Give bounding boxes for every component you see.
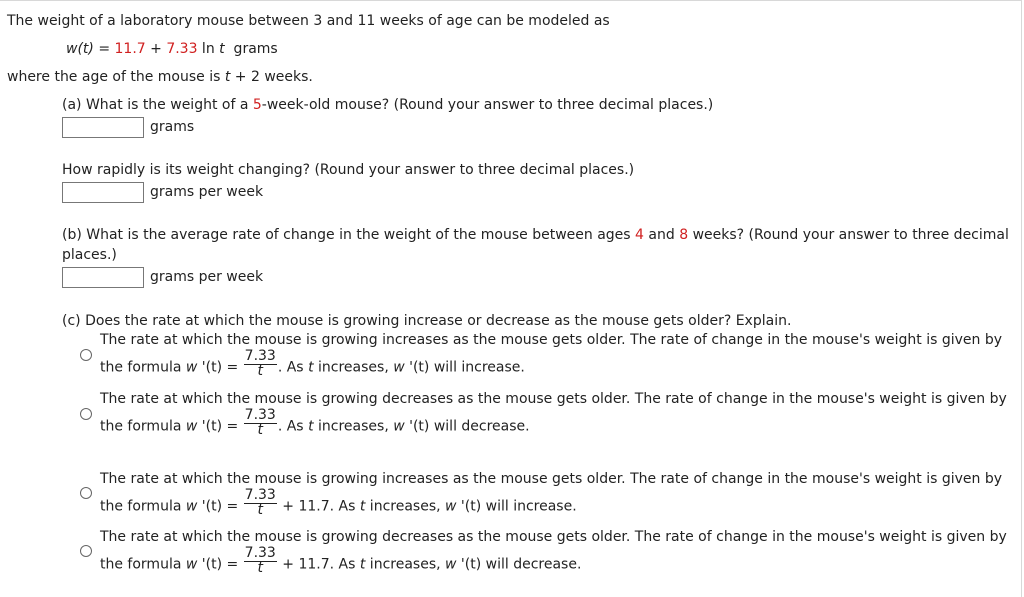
avg-rate-answer-input[interactable] xyxy=(62,267,144,288)
part-b-and: and xyxy=(643,227,680,243)
option-1-w: w xyxy=(185,359,198,376)
option-3-mid: increases, xyxy=(365,498,446,515)
option-2-line1: The rate at which the mouse is growing decreases as the mouse gets older. The rate of change in the mouse's weight is given by xyxy=(100,391,1007,407)
option-1-paren: '(t) = xyxy=(197,359,243,376)
part-b-question-cont: places.) xyxy=(62,247,117,263)
formula-unit: grams xyxy=(224,41,278,57)
option-4-mid: increases, xyxy=(365,556,446,573)
formula-plus: + xyxy=(145,41,167,57)
option-3-t: t xyxy=(359,498,366,515)
option-3-line1: The rate at which the mouse is growing increases as the mouse gets older. The rate of change in the mouse's weight is given by xyxy=(100,471,1003,487)
option-1-t: t xyxy=(308,359,314,376)
option-3-radio[interactable] xyxy=(80,487,92,499)
option-4-paren: '(t) = xyxy=(197,556,243,573)
age-def-var: t xyxy=(224,69,231,85)
option-4-line2 xyxy=(100,545,582,579)
option-2-paren: '(t) = xyxy=(197,418,243,435)
option-3-pre: the formula xyxy=(100,498,186,515)
rate-unit-label: grams per week xyxy=(150,184,264,200)
option-3-fraction xyxy=(244,488,277,517)
option-4-w2: w xyxy=(445,556,457,573)
option-2-den: t xyxy=(257,422,263,438)
option-3-w2: w xyxy=(445,498,457,515)
part-a-rate-question: How rapidly is its weight changing? (Round your answer to three decimal places.) xyxy=(62,162,635,178)
option-4-post: + 11.7. As xyxy=(277,556,360,573)
formula-var: t xyxy=(219,41,225,57)
option-2-num: 7.33 xyxy=(244,407,276,423)
model-formula xyxy=(66,40,278,58)
part-b-age1: 4 xyxy=(635,227,644,243)
formula-coefficient: 7.33 xyxy=(166,41,198,57)
rate-answer-input[interactable] xyxy=(62,182,144,203)
part-b-question xyxy=(62,226,1009,244)
option-2-mid: increases, xyxy=(313,418,394,435)
option-4-fraction xyxy=(244,546,277,575)
part-a-age: 5 xyxy=(252,97,262,113)
option-4-t: t xyxy=(359,556,366,573)
option-1-end: '(t) will increase. xyxy=(404,359,525,376)
weight-answer-input[interactable] xyxy=(62,117,144,138)
option-4-pre: the formula xyxy=(100,556,186,573)
formula-constant: 11.7 xyxy=(114,41,146,57)
part-b-age2: 8 xyxy=(679,227,689,243)
option-4-w: w xyxy=(185,556,198,573)
option-2-post: . As xyxy=(277,418,309,435)
option-1-post: . As xyxy=(277,359,309,376)
option-2-pre: the formula xyxy=(100,418,186,435)
part-a-q-pre: (a) What is the weight of a xyxy=(62,97,253,113)
option-3-end: '(t) will increase. xyxy=(456,498,577,515)
option-4-line1: The rate at which the mouse is growing decreases as the mouse gets older. The rate of change in the mouse's weight is given by xyxy=(100,529,1007,545)
option-1-line2 xyxy=(100,348,525,382)
option-3-line2 xyxy=(100,487,577,521)
option-2-t: t xyxy=(308,418,314,435)
option-2-end: '(t) will decrease. xyxy=(404,418,530,435)
option-3-w: w xyxy=(185,498,198,515)
option-1-den: t xyxy=(257,363,263,379)
option-4-radio[interactable] xyxy=(80,545,92,557)
option-4-end: '(t) will decrease. xyxy=(456,556,582,573)
option-2-line2 xyxy=(100,407,530,441)
part-b-q-pre: (b) What is the average rate of change in the weight of the mouse between ages xyxy=(62,227,636,243)
option-3-num: 7.33 xyxy=(244,487,276,503)
part-c-question: (c) Does the rate at which the mouse is growing increase or decrease as the mouse gets older? Explain. xyxy=(62,313,792,329)
option-1-radio[interactable] xyxy=(80,349,92,361)
option-1-fraction xyxy=(244,349,277,378)
option-4-den: t xyxy=(257,560,263,576)
part-a-question xyxy=(62,96,713,114)
part-b-q-post: weeks? (Round your answer to three decimal xyxy=(688,227,1009,243)
option-4-num: 7.33 xyxy=(244,545,276,561)
option-2-w2: w xyxy=(393,418,405,435)
formula-ln: ln xyxy=(197,41,220,57)
option-1-pre: the formula xyxy=(100,359,186,376)
option-2-radio[interactable] xyxy=(80,408,92,420)
weight-unit-label: grams xyxy=(150,119,195,135)
age-def-pre: where the age of the mouse is xyxy=(7,69,225,85)
option-3-post: + 11.7. As xyxy=(277,498,360,515)
option-1-num: 7.33 xyxy=(244,348,276,364)
option-1-line1: The rate at which the mouse is growing increases as the mouse gets older. The rate of change in the mouse's weight is given by xyxy=(100,332,1003,348)
option-3-den: t xyxy=(257,502,263,518)
age-definition xyxy=(7,68,313,86)
avg-rate-unit-label: grams per week xyxy=(150,269,264,285)
option-2-w: w xyxy=(185,418,198,435)
option-1-mid: increases, xyxy=(313,359,394,376)
part-a-q-post: -week-old mouse? (Round your answer to three decimal places.) xyxy=(261,97,714,113)
formula-lhs: w(t) = xyxy=(66,41,115,57)
option-2-fraction xyxy=(244,408,277,437)
intro-text: The weight of a laboratory mouse between 3 and 11 weeks of age can be modeled as xyxy=(7,13,610,29)
option-1-w2: w xyxy=(393,359,405,376)
option-3-paren: '(t) = xyxy=(197,498,243,515)
age-def-post: + 2 weeks. xyxy=(230,69,313,85)
